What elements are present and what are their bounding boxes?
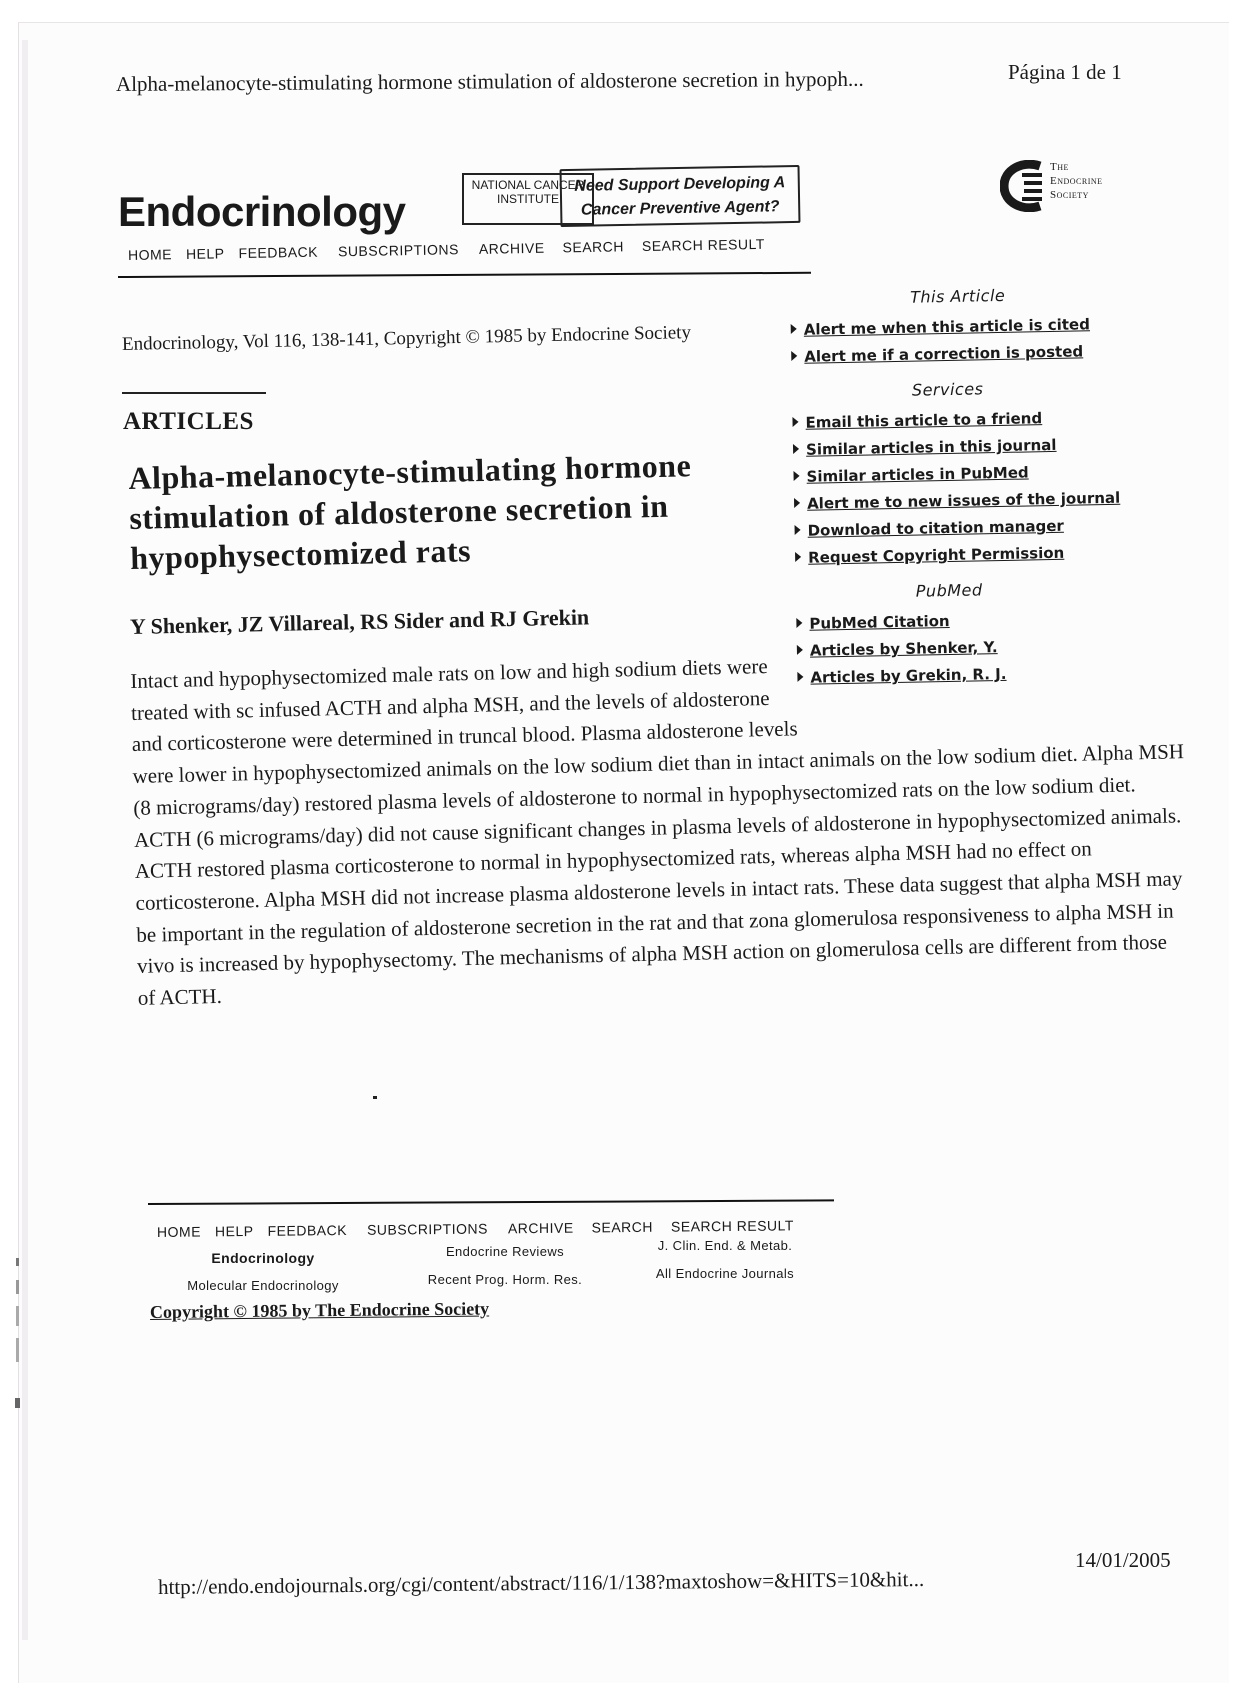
footer-link-endocrinology[interactable]: Endocrinology	[211, 1250, 315, 1266]
pubmed-links	[796, 604, 1177, 692]
bullet-arrow-icon	[791, 351, 797, 361]
ad-line-1: Need Support Developing A	[574, 174, 786, 195]
nav-archive[interactable]: ARCHIVE	[478, 239, 545, 257]
bullet-arrow-icon	[795, 525, 801, 535]
article-sidebar	[790, 283, 1178, 704]
bullet-arrow-icon	[793, 471, 799, 481]
alert-new-issues-link[interactable]: Alert me to new issues of the journal	[806, 488, 1121, 513]
society-name-line-3: Society	[1050, 189, 1089, 201]
ad-line-2: Cancer Preventive Agent?	[580, 198, 780, 219]
footer-nav-help[interactable]: HELP	[214, 1222, 254, 1240]
bullet-arrow-icon	[792, 417, 798, 427]
footer-link-jcem[interactable]: J. Clin. End. & Metab.	[657, 1238, 793, 1253]
email-friend-link[interactable]: Email this article to a friend	[805, 409, 1043, 432]
copyright-permission-link[interactable]: Request Copyright Permission	[807, 543, 1065, 567]
bullet-arrow-icon	[791, 324, 797, 334]
citation-manager-link[interactable]: Download to citation manager	[807, 516, 1064, 540]
print-header-page-number: Página 1 de 1	[1008, 60, 1122, 84]
nav-home[interactable]: HOME	[127, 246, 173, 263]
sidebar-heading-pubmed: PubMed	[915, 580, 983, 601]
society-name-line-1: The	[1050, 161, 1069, 173]
abstract-text: Intact and hypophysectomized male rats on low and high sodium diets were treated with sc infused ACTH and alpha MSH, and the levels of aldosterone and corticosterone were determined in truncal blood. Plasma aldosterone levels were lower in hypophysectomized animals on the low sodium diet than in intact animals on the low sodium diet. Alpha MSH (8 micrograms/day) restored plasma levels of aldosterone to normal in hypophysectomized rats on the low sodium diet. ACTH (6 micrograms/day) did not cause significant changes in plasma levels of aldosterone in hypophysectomized animals. ACTH restored plasma corticosterone to normal in hypophysectomized rats, whereas alpha MSH had no effect on corticosterone. Alpha MSH did not increase plasma aldosterone levels in intact rats. These data suggest that alpha MSH may be important in the regulation of aldosterone secretion in the rat and that zona glomerulosa responsiveness to alpha MSH in vivo is increased by hypophysectomy. The mechanisms of alpha MSH action on glomerulosa cells are different from those of ACTH.	[130, 653, 1185, 1010]
footer-journals-col-3	[630, 1232, 820, 1288]
footer-nav-subscriptions[interactable]: SUBSCRIPTIONS	[366, 1220, 488, 1238]
articles-by-grekin-link[interactable]: Articles by Grekin, R. J.	[810, 664, 1007, 687]
ad-banner[interactable]	[560, 165, 801, 227]
article-title: Alpha-melanocyte-stimulating hormone stimulation of aldosterone secretion in hypophysectomized rats	[128, 447, 692, 576]
journal-logo[interactable]: Endocrinology	[118, 188, 406, 235]
nav-feedback[interactable]: FEEDBACK	[238, 243, 319, 262]
pubmed-citation-link[interactable]: PubMed Citation	[809, 611, 950, 633]
footer-link-mol-endo[interactable]: Molecular Endocrinology	[187, 1278, 339, 1293]
bullet-arrow-icon	[794, 498, 800, 508]
nci-logo-text: NATIONAL CANCER INSTITUTE	[471, 178, 585, 206]
footer-journals-col-1	[168, 1244, 358, 1300]
nav-search[interactable]: SEARCH	[562, 238, 625, 256]
article-authors: Y Shenker, JZ Villareal, RS Sider and RJ Grekin	[129, 604, 590, 639]
footer-nav-search[interactable]: SEARCH	[591, 1218, 654, 1236]
page-edge-shadow	[22, 40, 28, 1640]
bullet-arrow-icon	[796, 618, 802, 628]
footer-copyright-link[interactable]: Copyright © 1985 by The Endocrine Society	[149, 1298, 490, 1322]
footer-nav-search-result[interactable]: SEARCH RESULT	[670, 1217, 794, 1235]
print-footer-date: 14/01/2005	[1075, 1548, 1171, 1572]
print-footer-url: http://endo.endojournals.org/cgi/content/abstract/116/1/138?maxtoshow=&HITS=10&hit...	[157, 1566, 925, 1599]
nav-help[interactable]: HELP	[185, 245, 225, 262]
society-emblem-icon	[1000, 160, 1044, 212]
this-article-links	[791, 310, 1172, 371]
footer-link-recent-prog[interactable]: Recent Prog. Horm. Res.	[427, 1272, 583, 1287]
print-header-title: Alpha-melanocyte-stimulating hormone stimulation of aldosterone secretion in hypoph...	[115, 66, 864, 96]
section-divider	[122, 392, 266, 394]
footer-nav-feedback[interactable]: FEEDBACK	[267, 1222, 348, 1239]
bullet-arrow-icon	[795, 552, 801, 562]
sidebar-heading-services: Services	[911, 379, 984, 400]
society-name-line-2: Endocrine	[1050, 175, 1103, 187]
footer-nav-home[interactable]: HOME	[156, 1223, 202, 1240]
similar-journal-link[interactable]: Similar articles in this journal	[805, 435, 1057, 459]
section-heading: ARTICLES	[123, 408, 254, 435]
sidebar-heading-this-article: This Article	[909, 285, 1006, 307]
nav-search-result[interactable]: SEARCH RESULT	[641, 235, 765, 255]
footer-journals-col-2	[410, 1238, 600, 1294]
scan-edge-marks	[14, 1258, 22, 1418]
similar-pubmed-link[interactable]: Similar articles in PubMed	[806, 463, 1029, 486]
bullet-arrow-icon	[797, 645, 803, 655]
nav-subscriptions[interactable]: SUBSCRIPTIONS	[337, 241, 459, 260]
footer-nav-archive[interactable]: ARCHIVE	[507, 1219, 574, 1237]
services-links	[792, 403, 1175, 572]
alert-correction-link[interactable]: Alert me if a correction is posted	[804, 342, 1084, 366]
bullet-arrow-icon	[797, 672, 803, 682]
alert-cited-link[interactable]: Alert me when this article is cited	[803, 315, 1091, 339]
bullet-arrow-icon	[793, 444, 799, 454]
articles-by-shenker-link[interactable]: Articles by Shenker, Y.	[809, 638, 998, 660]
footer-link-all-journals[interactable]: All Endocrine Journals	[655, 1266, 795, 1281]
scan-speck	[373, 1096, 377, 1099]
citation-line: Endocrinology, Vol 116, 138-141, Copyright © 1985 by Endocrine Society	[121, 322, 692, 355]
footer-link-endo-reviews[interactable]: Endocrine Reviews	[445, 1244, 565, 1259]
